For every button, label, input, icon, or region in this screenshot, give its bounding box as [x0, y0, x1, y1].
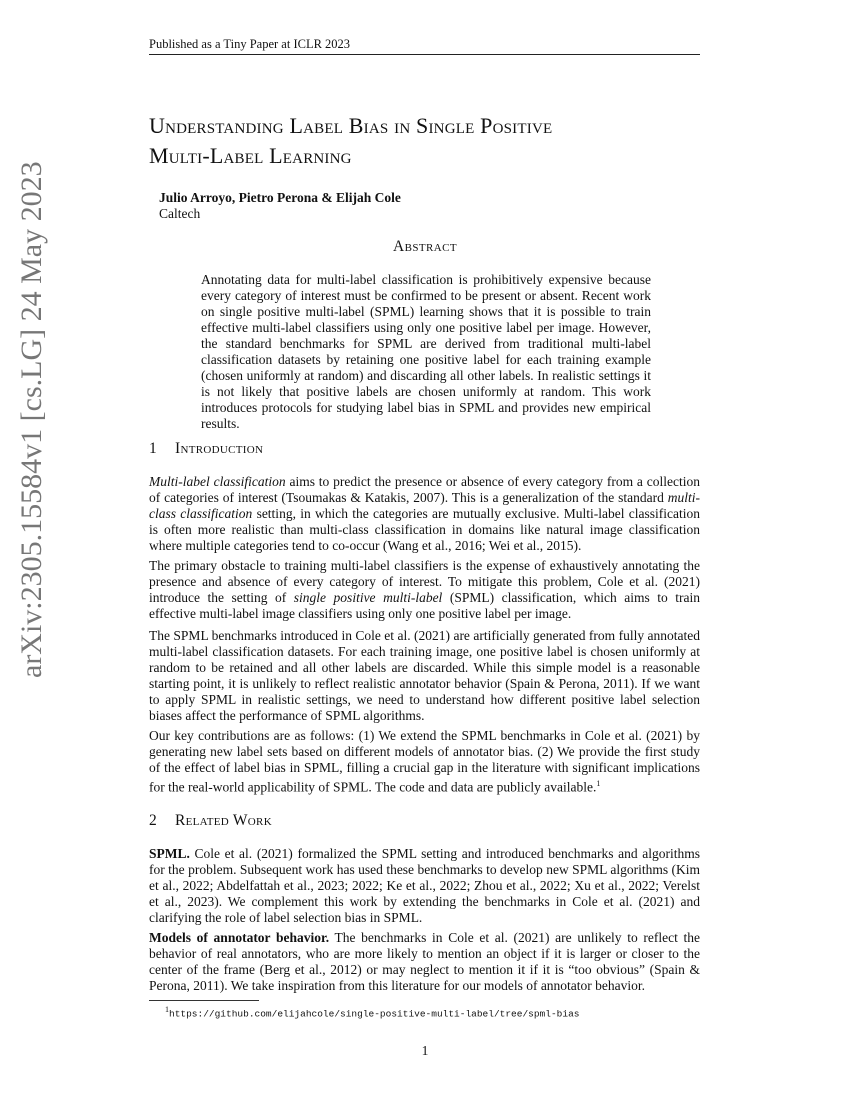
author-list: Julio Arroyo, Pietro Perona & Elijah Cole: [159, 190, 401, 205]
section-number: 2: [149, 812, 158, 829]
intro-paragraph-4: [149, 728, 700, 796]
paragraph-text: Our key contributions are as follows: (1) We extend the SPML benchmarks in Cole et al. (2021) by generating new label sets based on different models of annotator bias. (2) We provide the first study of the effect of label bias in SPML, filling a crucial gap in the literature with significant implications for the real-world applicability of SPML. The code and data are publicly available.: [149, 728, 700, 795]
paragraph-text: The primary obstacle to training multi-label classifiers is the expense of exhaustively annotating the presence and absence of every category of interest. To mitigate this problem, Cole et al. (2021) introduce the setting of: [149, 558, 700, 605]
paragraph-lead: SPML.: [149, 846, 190, 861]
paragraph-lead: Models of annotator behavior.: [149, 930, 330, 945]
emphasis-term: Multi-label classification: [149, 474, 286, 489]
emphasis-term: single positive multi-label: [293, 590, 443, 605]
footnote-marker: 1: [596, 779, 601, 788]
paragraph-text: (SPML) classification, which aims to train effective multi-label image classifiers using only one positive label per image.: [149, 590, 700, 621]
paragraph-text: Cole et al. (2021) formalized the SPML setting and introduced benchmarks and algorithms for the problem. Subsequent work has used these benchmarks to develop new SPML algorithms (Kim et al., 2022; Abdelfattah et al., 2023; 2022; Ke et al., 2022; Zhou et al., 2022; Xu et al., 2022; Verelst et al., 2023). We complement this work by extending the benchmarks in Cole et al. (2021) and clarifying the role of label selection bias in SPML.: [149, 846, 700, 925]
section-number: 1: [149, 440, 158, 457]
section-title: Introduction: [175, 440, 264, 457]
section-heading-introduction: [149, 440, 263, 458]
emphasis-term: multi-class classification: [149, 490, 700, 521]
intro-paragraph-2: [149, 558, 700, 622]
paper-title-line-2: Multi-Label Learning: [149, 143, 352, 168]
section-heading-related-work: [149, 812, 272, 830]
author-affiliation: Caltech: [159, 206, 201, 221]
paper-title-line-1: Understanding Label Bias in Single Positive: [149, 113, 553, 138]
header-rule: [149, 54, 700, 55]
page-number: 1: [421, 1043, 429, 1058]
footnote: [165, 1003, 579, 1020]
arxiv-identifier-stamp: arXiv:2305.15584v1 [cs.LG] 24 May 2023: [15, 161, 48, 678]
paragraph-text: aims to predict the presence or absence of every category from a collection of categories of interest (Tsoumakas & Katakis, 2007). This is a generalization of the standard: [149, 474, 700, 505]
paragraph-text: setting, in which the categories are mutually exclusive. Multi-label classification is often more realistic than multi-class classification in domains like natural image classification where multiple categories tend to co-occur (Wang et al., 2016; Wei et al., 2015).: [149, 506, 700, 553]
paper-title: [149, 111, 709, 171]
running-header: Published as a Tiny Paper at ICLR 2023: [149, 37, 351, 51]
abstract-text: Annotating data for multi-label classification is prohibitively expensive because every category of interest must be confirmed to be present or absent. Recent work on single positive multi-label (SPML) learning shows that it is possible to train effective multi-label classifiers using only one positive label per image. However, the standard benchmarks for SPML are derived from traditional multi-label classification datasets by retaining one positive label for each training example (chosen uniformly at random) and discarding all other labels. In realistic settings it is not likely that positive labels are chosen uniformly at random. This work introduces protocols for studying label bias in SPML and provides new empirical results.: [201, 272, 651, 431]
footnote-url-link[interactable]: https://github.com/elijahcole/single-positive-multi-label/tree/spml-bias: [169, 1008, 580, 1020]
footnote-rule: [149, 1000, 259, 1001]
intro-paragraph-3: The SPML benchmarks introduced in Cole et al. (2021) are artificially generated from fully annotated multi-label classification datasets. For each training image, one positive label is chosen uniformly at random to be retained and all other labels are discarded. While this simple model is a reasonable starting point, it is unlikely to reflect realistic annotator behavior (Spain & Perona, 2011). If we want to apply SPML in realistic settings, we need to understand how different positive label selection biases affect the performance of SPML algorithms.: [149, 628, 700, 723]
related-paragraph-spml: [149, 846, 700, 926]
footnote-mark: 1: [165, 1005, 169, 1014]
section-title: Related Work: [175, 812, 272, 829]
paragraph-text: The benchmarks in Cole et al. (2021) are unlikely to reflect the behavior of real annotators, who are more likely to mention an object if it is larger or closer to the center of the frame (Berg et al., 2012) or may neglect to mention it if it is “too obvious” (Spain & Perona, 2011). We take inspiration from this literature for our models of annotator behavior.: [149, 930, 700, 993]
related-paragraph-annotator: [149, 930, 700, 994]
intro-paragraph-1: [149, 474, 700, 554]
abstract-heading: Abstract: [393, 238, 457, 255]
